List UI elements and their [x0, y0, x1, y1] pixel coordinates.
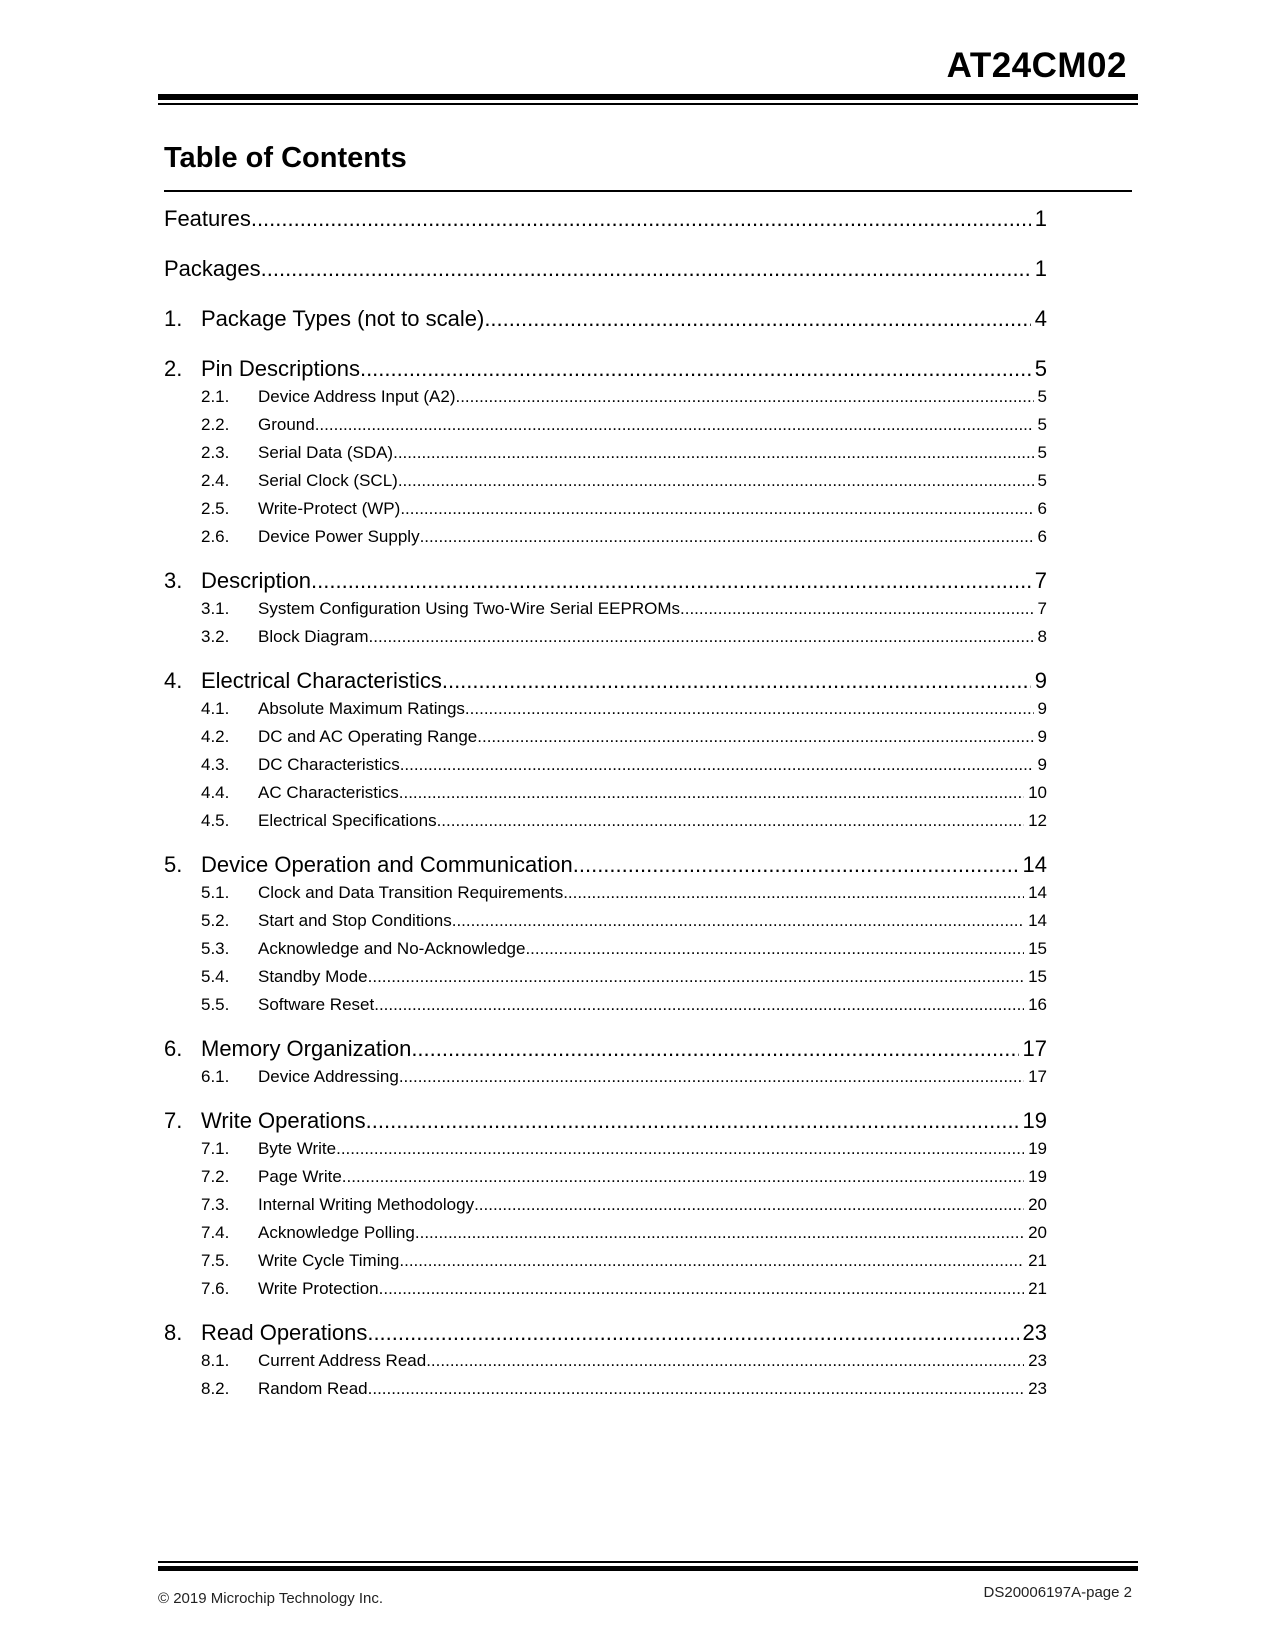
toc-gap — [164, 835, 1047, 851]
toc-gap — [164, 283, 1047, 305]
toc-leader-dots — [398, 467, 1034, 495]
toc-leader-dots — [368, 963, 1024, 991]
toc-gap — [164, 1019, 1047, 1035]
toc-entry[interactable] — [164, 355, 1047, 383]
toc-entry-page: 1 — [1034, 256, 1047, 281]
toc-subentry-number: 5.1. — [201, 883, 230, 902]
toc-entry[interactable] — [164, 255, 1047, 283]
toc-leader-dots — [393, 439, 1033, 467]
toc-subentry[interactable] — [164, 779, 1047, 807]
toc-subentry-number: 2.1. — [201, 387, 230, 406]
toc-subentry[interactable] — [164, 1163, 1047, 1191]
toc-gap — [164, 1303, 1047, 1319]
toc-leader-dots — [360, 355, 1031, 383]
toc-subentry-page: 19 — [1028, 1167, 1047, 1186]
toc-subentry[interactable] — [164, 935, 1047, 963]
toc-subentry-page: 6 — [1037, 499, 1047, 518]
toc-entry-page: 4 — [1034, 306, 1047, 331]
toc-entry[interactable] — [164, 851, 1047, 879]
toc-entry-page: 9 — [1034, 668, 1047, 693]
toc-subentry-label: Serial Clock (SCL) — [258, 471, 398, 490]
toc-leader-dots — [261, 255, 1031, 283]
toc-entry-label: Write Operations — [201, 1108, 366, 1133]
toc-subentry-number: 5.3. — [201, 939, 230, 958]
toc-subentry-page: 23 — [1028, 1379, 1047, 1398]
toc-leader-dots — [342, 1163, 1024, 1191]
toc-leader-dots — [399, 1063, 1024, 1091]
toc-subentry[interactable] — [164, 467, 1047, 495]
toc-leader-dots — [442, 667, 1031, 695]
toc-leader-dots — [415, 1219, 1024, 1247]
toc-subentry-page: 9 — [1037, 727, 1047, 746]
toc-subentry-page: 9 — [1037, 699, 1047, 718]
toc-subentry-page: 21 — [1028, 1279, 1047, 1298]
header-title: AT24CM02 — [946, 46, 1127, 85]
toc-subentry-page: 6 — [1037, 527, 1047, 546]
toc-subentry-label: Device Power Supply — [258, 527, 420, 546]
toc-subentry-page: 14 — [1028, 883, 1047, 902]
toc-subentry-label: Ground — [258, 415, 315, 434]
toc-title: Table of Contents — [164, 142, 407, 174]
toc-leader-dots — [374, 991, 1024, 1019]
toc-subentry[interactable] — [164, 807, 1047, 835]
toc-leader-dots — [336, 1135, 1024, 1163]
toc-entry-label: Device Operation and Communication — [201, 852, 573, 877]
toc-entry-page: 19 — [1022, 1108, 1047, 1133]
toc-entry[interactable] — [164, 1107, 1047, 1135]
toc-subentry-label: Clock and Data Transition Requirements — [258, 883, 564, 902]
toc-subentry[interactable] — [164, 1347, 1047, 1375]
toc-subentry-label: Write Cycle Timing — [258, 1251, 400, 1270]
toc-leader-dots — [411, 1035, 1018, 1063]
toc-subentry-number: 4.5. — [201, 811, 230, 830]
toc-entry-number: 2. — [164, 356, 183, 381]
toc-entry-page: 5 — [1034, 356, 1047, 381]
toc-subentry-page: 20 — [1028, 1195, 1047, 1214]
toc-leader-dots — [400, 751, 1034, 779]
toc-subentry-page: 23 — [1028, 1351, 1047, 1370]
toc-leader-dots — [563, 879, 1024, 907]
toc-subentry-label: DC Characteristics — [258, 755, 400, 774]
toc-leader-dots — [251, 205, 1031, 233]
toc-subentry-number: 3.1. — [201, 599, 230, 618]
header-rule-thick — [158, 94, 1138, 100]
toc-subentry[interactable] — [164, 879, 1047, 907]
toc-subentry-label: Internal Writing Methodology — [258, 1195, 475, 1214]
toc-subentry-number: 4.1. — [201, 699, 230, 718]
toc-leader-dots — [680, 595, 1034, 623]
toc-subentry-page: 5 — [1037, 443, 1047, 462]
toc-subentry-label: Random Read — [258, 1379, 368, 1398]
toc-subentry-number: 2.4. — [201, 471, 230, 490]
toc-entry-label: Description — [201, 568, 312, 593]
toc-subentry[interactable] — [164, 495, 1047, 523]
toc-leader-dots — [426, 1347, 1024, 1375]
toc-entry-label: Memory Organization — [201, 1036, 412, 1061]
toc-leader-dots — [368, 1375, 1024, 1403]
toc-subentry[interactable] — [164, 383, 1047, 411]
footer-copyright: © 2019 Microchip Technology Inc. — [158, 1590, 384, 1607]
toc-subentry-label: Acknowledge Polling — [258, 1223, 415, 1242]
toc-subentry-page: 5 — [1037, 415, 1047, 434]
toc-entry-label: Read Operations — [201, 1320, 368, 1345]
toc-subentry[interactable] — [164, 1191, 1047, 1219]
toc-leader-dots — [573, 851, 1019, 879]
toc-subentry-number: 5.2. — [201, 911, 230, 930]
toc-subentry-number: 2.6. — [201, 527, 230, 546]
toc-entry-page: 7 — [1034, 568, 1047, 593]
toc-subentry-number: 4.3. — [201, 755, 230, 774]
toc-subentry-label: Absolute Maximum Ratings — [258, 699, 465, 718]
toc-leader-dots — [367, 1319, 1018, 1347]
toc-subentry-label: Software Reset — [258, 995, 375, 1014]
toc-subentry-label: Device Addressing — [258, 1067, 399, 1086]
toc-subentry[interactable] — [164, 907, 1047, 935]
toc-entry-label: Packages — [164, 256, 261, 281]
toc-subentry-page: 15 — [1028, 939, 1047, 958]
toc-gap — [164, 1091, 1047, 1107]
toc-subentry-label: Start and Stop Conditions — [258, 911, 452, 930]
toc-subentry-number: 8.2. — [201, 1379, 230, 1398]
footer-rule-thick — [158, 1566, 1138, 1571]
toc-gap — [164, 551, 1047, 567]
toc-subentry-label: Write Protection — [258, 1279, 379, 1298]
toc-subentry-page: 5 — [1037, 387, 1047, 406]
toc-entry-page: 1 — [1034, 206, 1047, 231]
toc-leader-dots — [311, 567, 1031, 595]
toc-entry-label: Features — [164, 206, 251, 231]
toc-subentry[interactable] — [164, 623, 1047, 651]
toc-entry-number: 3. — [164, 568, 183, 593]
toc-subentry-label: Page Write — [258, 1167, 342, 1186]
toc-subentry-number: 4.2. — [201, 727, 230, 746]
toc-gap — [164, 333, 1047, 355]
toc-subentry-number: 2.3. — [201, 443, 230, 462]
toc-entry-number: 6. — [164, 1036, 183, 1061]
toc-subentry-label: Block Diagram — [258, 627, 369, 646]
toc-leader-dots — [400, 495, 1033, 523]
toc-subentry-page: 17 — [1028, 1067, 1047, 1086]
toc-entry[interactable] — [164, 667, 1047, 695]
toc-subentry-page: 19 — [1028, 1139, 1047, 1158]
toc-entry-page: 14 — [1022, 852, 1047, 877]
toc-leader-dots — [437, 807, 1025, 835]
toc-subentry-page: 21 — [1028, 1251, 1047, 1270]
toc-subentry-number: 5.4. — [201, 967, 230, 986]
toc-subentry-number: 7.5. — [201, 1251, 230, 1270]
toc-subentry-label: Write-Protect (WP) — [258, 499, 401, 518]
toc-entry[interactable] — [164, 567, 1047, 595]
toc-subentry-page: 10 — [1028, 783, 1047, 802]
toc-subentry-number: 8.1. — [201, 1351, 230, 1370]
toc-subentry-label: System Configuration Using Two-Wire Serial EEPROMs — [258, 599, 680, 618]
toc-subentry[interactable] — [164, 595, 1047, 623]
toc-subentry-number: 7.6. — [201, 1279, 230, 1298]
toc-leader-dots — [420, 523, 1034, 551]
toc-subentry-page: 15 — [1028, 967, 1047, 986]
toc-entry-label: Electrical Characteristics — [201, 668, 442, 693]
toc-subentry-page: 8 — [1037, 627, 1047, 646]
toc-subentry[interactable] — [164, 991, 1047, 1019]
toc-title-rule — [164, 190, 1132, 192]
toc-leader-dots — [477, 723, 1033, 751]
toc-subentry[interactable] — [164, 1375, 1047, 1403]
footer-rule-thin — [158, 1561, 1138, 1563]
toc-subentry[interactable] — [164, 439, 1047, 467]
toc-subentry-number: 4.4. — [201, 783, 230, 802]
toc-entry-number: 5. — [164, 852, 183, 877]
toc-subentry-page: 9 — [1037, 755, 1047, 774]
toc-subentry-label: DC and AC Operating Range — [258, 727, 478, 746]
toc-leader-dots — [366, 1107, 1019, 1135]
toc-entry-number: 4. — [164, 668, 183, 693]
toc-subentry-page: 7 — [1037, 599, 1047, 618]
toc-subentry-number: 6.1. — [201, 1067, 230, 1086]
toc-gap — [164, 651, 1047, 667]
toc-leader-dots — [369, 623, 1034, 651]
header-rule-thin — [158, 103, 1138, 105]
toc-entry-label: Pin Descriptions — [201, 356, 360, 381]
toc-entry[interactable] — [164, 205, 1047, 233]
toc-subentry-number: 7.3. — [201, 1195, 230, 1214]
toc-leader-dots — [315, 411, 1034, 439]
toc-subentry[interactable] — [164, 411, 1047, 439]
toc-subentry[interactable] — [164, 1247, 1047, 1275]
table-of-contents — [164, 205, 1047, 1403]
toc-subentry-label: Acknowledge and No-Acknowledge — [258, 939, 526, 958]
toc-entry[interactable] — [164, 1035, 1047, 1063]
toc-gap — [164, 233, 1047, 255]
toc-leader-dots — [452, 907, 1024, 935]
toc-subentry-label: Current Address Read — [258, 1351, 427, 1370]
toc-leader-dots — [379, 1275, 1024, 1303]
toc-leader-dots — [399, 779, 1024, 807]
toc-entry-number: 1. — [164, 306, 183, 331]
toc-subentry[interactable] — [164, 963, 1047, 991]
toc-subentry-number: 7.2. — [201, 1167, 230, 1186]
toc-entry[interactable] — [164, 1319, 1047, 1347]
toc-subentry[interactable] — [164, 1219, 1047, 1247]
toc-subentry-page: 12 — [1028, 811, 1047, 830]
toc-entry[interactable] — [164, 305, 1047, 333]
toc-entry-page: 17 — [1022, 1036, 1047, 1061]
toc-subentry[interactable] — [164, 1063, 1047, 1091]
toc-subentry-label: Byte Write — [258, 1139, 337, 1158]
toc-subentry-number: 7.1. — [201, 1139, 230, 1158]
toc-subentry[interactable] — [164, 1275, 1047, 1303]
toc-leader-dots — [465, 695, 1034, 723]
toc-subentry-label: Serial Data (SDA) — [258, 443, 394, 462]
toc-subentry[interactable] — [164, 523, 1047, 551]
toc-subentry[interactable] — [164, 695, 1047, 723]
toc-entry-number: 8. — [164, 1320, 183, 1345]
toc-subentry-number: 5.5. — [201, 995, 230, 1014]
toc-subentry[interactable] — [164, 751, 1047, 779]
toc-subentry-label: Standby Mode — [258, 967, 368, 986]
toc-subentry-page: 5 — [1037, 471, 1047, 490]
toc-subentry-number: 7.4. — [201, 1223, 230, 1242]
toc-entry-number: 7. — [164, 1108, 183, 1133]
toc-entry-page: 23 — [1022, 1320, 1047, 1345]
toc-leader-dots — [525, 935, 1024, 963]
toc-subentry-number: 2.2. — [201, 415, 230, 434]
toc-leader-dots — [474, 1191, 1024, 1219]
toc-subentry-page: 20 — [1028, 1223, 1047, 1242]
toc-entry-label: Package Types (not to scale) — [201, 306, 485, 331]
toc-subentry-page: 16 — [1028, 995, 1047, 1014]
toc-subentry-label: Electrical Specifications — [258, 811, 437, 830]
toc-subentry[interactable] — [164, 723, 1047, 751]
toc-leader-dots — [455, 383, 1033, 411]
toc-leader-dots — [399, 1247, 1024, 1275]
footer-doc-id: DS20006197A-page 2 — [983, 1584, 1132, 1601]
toc-subentry-number: 3.2. — [201, 627, 230, 646]
toc-subentry-number: 2.5. — [201, 499, 230, 518]
toc-subentry-page: 14 — [1028, 911, 1047, 930]
toc-subentry[interactable] — [164, 1135, 1047, 1163]
toc-leader-dots — [484, 305, 1030, 333]
toc-subentry-label: Device Address Input (A2) — [258, 387, 456, 406]
toc-subentry-label: AC Characteristics — [258, 783, 399, 802]
